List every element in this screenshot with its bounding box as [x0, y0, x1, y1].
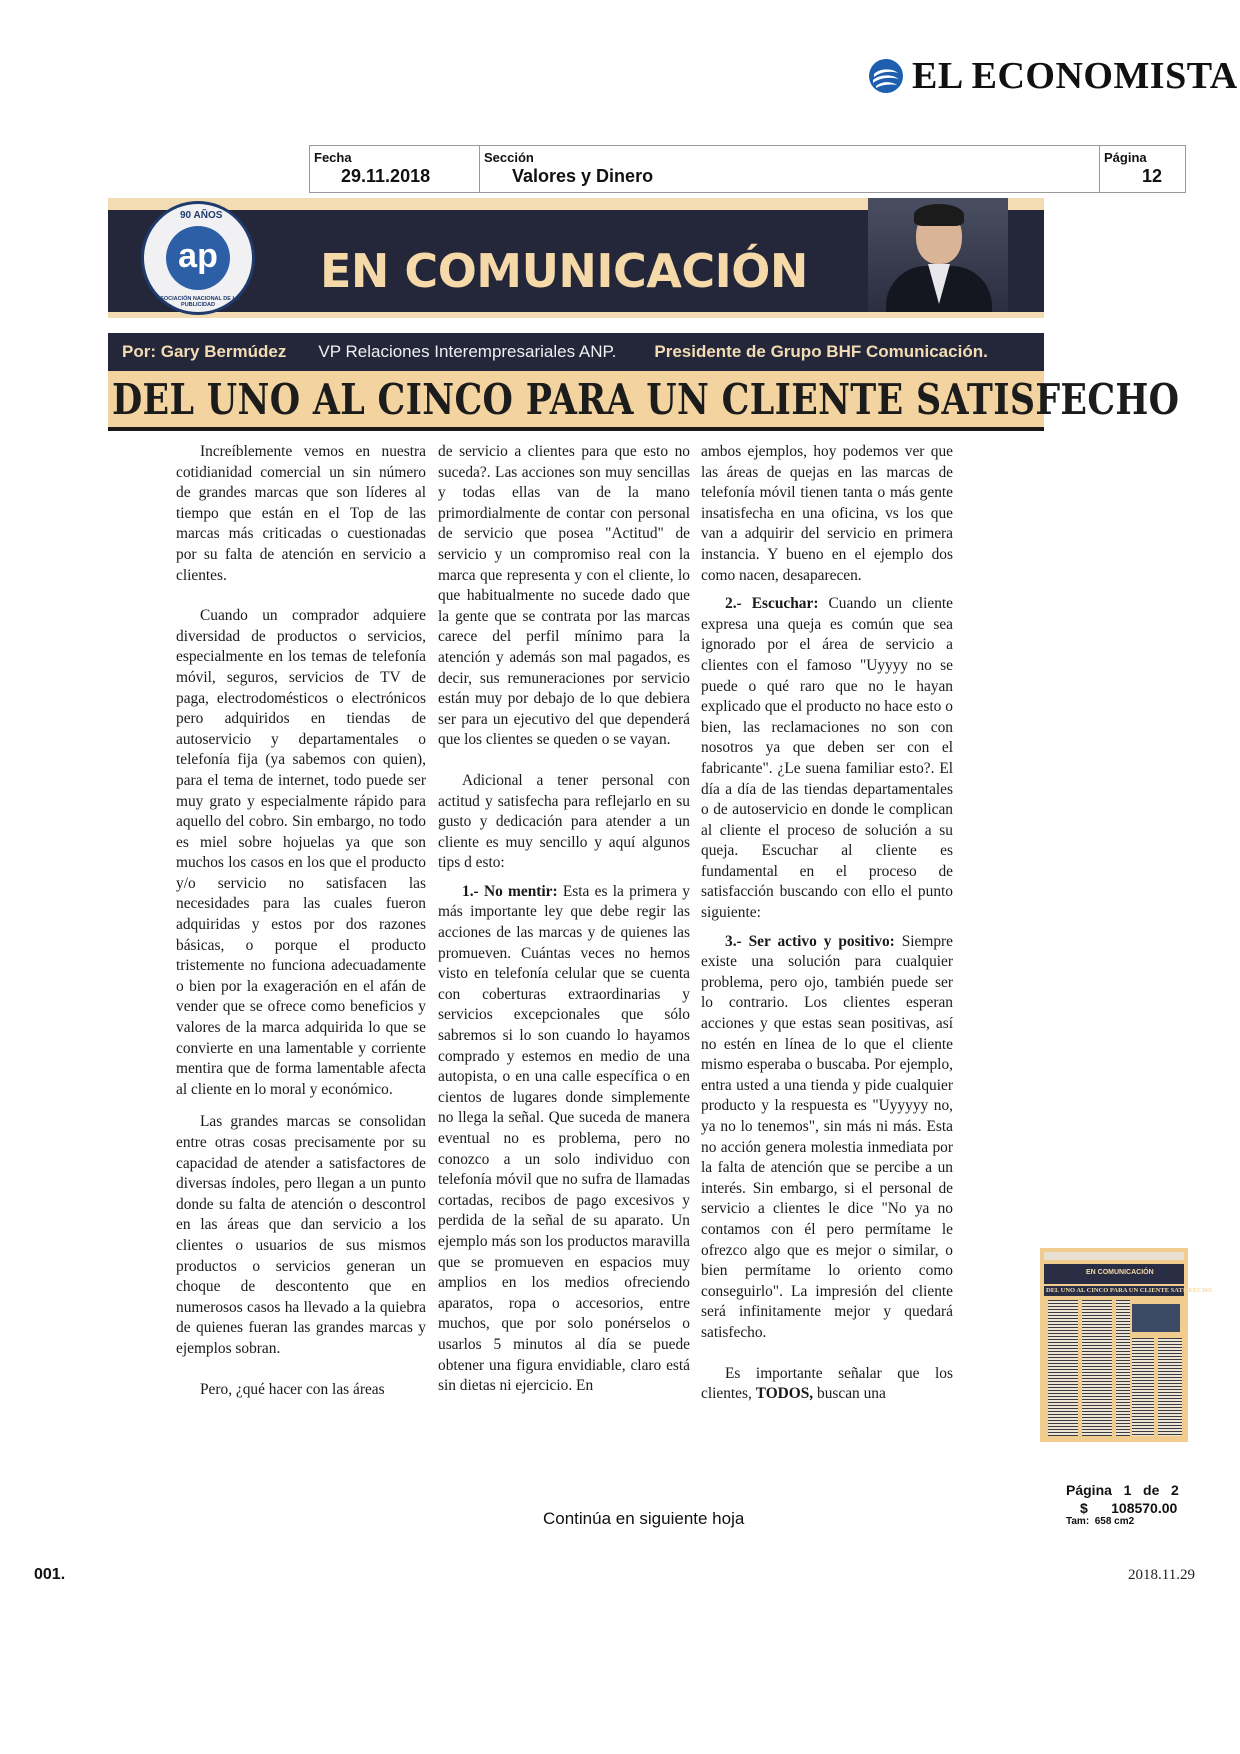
author-name: Por: Gary Bermúdez — [122, 342, 287, 361]
paragraph — [438, 882, 690, 1397]
publication-logo — [868, 52, 1238, 100]
seccion-cell — [480, 146, 1100, 192]
pagina-cell — [1100, 146, 1185, 192]
anp-seal-logo — [141, 201, 255, 315]
column-banner — [108, 198, 1044, 318]
paragraph: de servicio a clientes para que esto no suceda?. Las acciones son muy sencillas y todas ellas van de la mano primordialmente de contar con personal de servicio que posea "Actitud" de servicio y un compromiso real con la marca que representa y con el cliente, lo que habitualmente no sucede dado que la gente que se contrata por las marcas carece del perfil mínimo para la atención y además son mal pagados, es decir, sus remuneraciones por servicio están muy por debajo de lo que debiera ser para un ejecutivo del que dependerá que los clientes se queden o se vayan. — [438, 443, 690, 749]
continues-note: Continúa en siguiente hoja — [543, 1509, 745, 1528]
tip-1-heading: 1.- No mentir: — [462, 882, 558, 900]
tip-2-text: Cuando un cliente expresa una queja es común que sea ignorado por el área de servicio a clientes con el famoso "Uyyyy no se puede o qué raro que no le hayan explicado que el producto no hace esto o bien, las reclamaciones no son con nosotros ya que deben ser con el fabricante". ¿Le suena familiar esto?. El día a día de las tiendas departamentales o de autoservicio en donde le complican al cliente el proceso de solución a su queja. Escuchar al cliente es fundamental en el proceso de satisfacción buscando con ello el punto siguiente: — [701, 595, 953, 922]
seal-initials: ap — [166, 226, 230, 290]
size: Tam: 658 cm2 — [1066, 1516, 1135, 1527]
price: $ 108570.00 — [1080, 1500, 1178, 1516]
headline-band — [108, 371, 1180, 431]
fecha-value: 29.11.2018 — [341, 166, 431, 186]
seccion-label: Sección — [484, 150, 534, 165]
banner-bottom-stripe — [108, 312, 1044, 318]
brand-name: EL ECONOMISTA — [912, 55, 1238, 97]
byline-bar — [108, 333, 1044, 371]
paragraph: ambos ejemplos, hoy podemos ver que las áreas de quejas en las marcas de telefonía móvil tienen tanta o más gente insatisfecha en una oficina, vs los que van a adquirir del servicio en primera instancia. Y bueno en el ejemplo dos como nacen, desaparecen. — [701, 443, 953, 584]
tip-3-heading: 3.- Ser activo y positivo: — [725, 932, 895, 950]
paragraph — [701, 1364, 953, 1405]
closing-bold: TODOS, — [755, 1385, 814, 1403]
el-economista-swirl-icon — [868, 58, 904, 94]
author-president: Presidente de Grupo BHF Comunicación. — [654, 342, 988, 361]
seccion-value: Valores y Dinero — [512, 166, 654, 186]
closing-text-a: Es importante señalar que los clientes, — [701, 1364, 953, 1403]
banner-title: EN COMUNICACIÓN — [320, 244, 808, 298]
tip-3-text: Siempre existe una solución para cualquier problema, pero ojo, también puede ser lo contrario. Los clientes esperan acciones y que estas sean positivas, así no estén en línea de lo que el cliente mismo esperaba o buscaba. Por ejemplo, entra usted a una tienda y pide cualquier producto y la respuesta es "Uyyyyy no, ya no lo tenemos", sin más ni más. Esta no acción genera molestia inmediata por la falta de atención que se percibe a un interés. Sin embargo, si el personal de servicio a clientes le dice "No ya no contamos con él pero permítame le ofrezco algo que es mejor o similar, o bien permítame lo oriento como conseguirlo". La impresión del cliente será infinitamente mejor y quedará satisfecho. — [701, 932, 953, 1341]
fecha-cell — [310, 146, 480, 192]
paragraph — [701, 594, 953, 924]
seal-years: 90 AÑOS — [180, 210, 223, 221]
author-photo — [868, 198, 1008, 312]
seal-org: ASOCIACIÓN NACIONAL DE LA PUBLICIDAD — [156, 296, 240, 308]
pagina-label: Página — [1104, 150, 1147, 165]
paragraph: Pero, ¿qué hacer con las áreas — [200, 1380, 385, 1398]
author-role: VP Relaciones Interempresariales ANP. — [318, 342, 617, 361]
article-column-2 — [438, 442, 690, 1397]
tip-1-text: Esta es la primera y más importante ley que debe regir las acciones de las marcas y de quienes las promueven. Cuántas veces no hemos visto en telefonía celular que se cuenta con coberturas extraordinarias y servicios excepcionales que sólo sabremos si lo son cuando lo hayamos comprado y estemos en medio de una autopista, o en una calle específica o en cientos de lugares donde simplemente no llega la señal. Que suceda de manera eventual no es problema, pero no conozco a un solo individuo con telefonía móvil que no sufra de llamadas cortadas, recibos de pago excesivos y perdida de la señal de su aparato. Un ejemplo más son los productos maravilla que se promueven en espacios muy amplios en los medios ofreciendo aparatos, ropa o accesorios, entre muchos, que por solo ponérselos o usarlos 5 minutos al día se puede obtener una figura envidiable, claro está sin dietas ni ejercicio. En — [438, 882, 690, 1395]
clip-code: 001. — [34, 1566, 66, 1583]
article-column-1 — [176, 442, 426, 1400]
metadata-table — [309, 145, 1186, 193]
thumb-headline-text: DEL UNO AL CINCO PARA UN CLIENTE SATISFECHO — [1046, 1287, 1213, 1294]
page-thumbnail — [1040, 1248, 1213, 1442]
paragraph — [701, 932, 953, 1344]
pagina-value: 12 — [1142, 166, 1163, 186]
paragraph: Increíblemente vemos en nuestra cotidianidad comercial un sin número de grandes marcas que son líderes al tiempo que están en el Top de las marcas más criticadas o cuestionadas por su falta de atención en servicio a clientes. — [176, 443, 426, 584]
closing-text-b: buscan una — [813, 1385, 886, 1403]
paragraph: Adicional a tener personal con actitud y satisfecha para reflejarlo en su gusto y dedicación para atender a un cliente es muy sencillo y aquí algunos tips d esto: — [438, 771, 690, 872]
article-column-3 — [701, 442, 953, 1405]
paragraph: Cuando un comprador adquiere diversidad de productos o servicios, especialmente en los temas de telefonía móvil, seguros, servicios de TV de paga, electrodomésticos o electrónicos pero adquiridos en tiendas de autoservicio y departamentales o telefonía fija (ya sabemos con quien), para el tema de internet, todo puede ser muy grato y especialmente rápido para aquello del cobro. Sin embargo, no todo es miel sobre hojuelas ya que son muchos los casos en los que el producto y/o servicio no satisfacen las necesidades para las cuales fueron adquiridas y estos por dos razones básicas, o porque el producto tristemente no funciona adecuadamente o bien por la exageración en el afán de vender que se ofrece como beneficios y valores de la marca adquirida lo que se convierte en una lamentable y corriente mentira que de forma lamentable afecta al cliente en lo moral y económico. — [176, 607, 426, 1098]
page-count: Página 1 de 2 — [1066, 1482, 1179, 1498]
fecha-label: Fecha — [314, 150, 352, 165]
clip-date: 2018.11.29 — [1128, 1567, 1195, 1583]
paragraph: Las grandes marcas se consolidan entre otras cosas precisamente por su capacidad de atender a satisfactores de diversas índoles, pero llegan a un punto donde su falta de atención o descontrol en las áreas que dan servicio a los clientes o usuarios de sus mismos productos o servicios generan un choque de descontento que en numerosos casos ha llevado a la quiebra de quienes fueran las grandes marcas y ejemplos sobran. — [176, 1113, 426, 1357]
headline: DEL UNO AL CINCO PARA UN CLIENTE SATISFECHO — [112, 375, 1180, 424]
tip-2-heading: 2.- Escuchar: — [725, 595, 819, 613]
thumb-banner-text: EN COMUNICACIÓN — [1086, 1269, 1154, 1276]
